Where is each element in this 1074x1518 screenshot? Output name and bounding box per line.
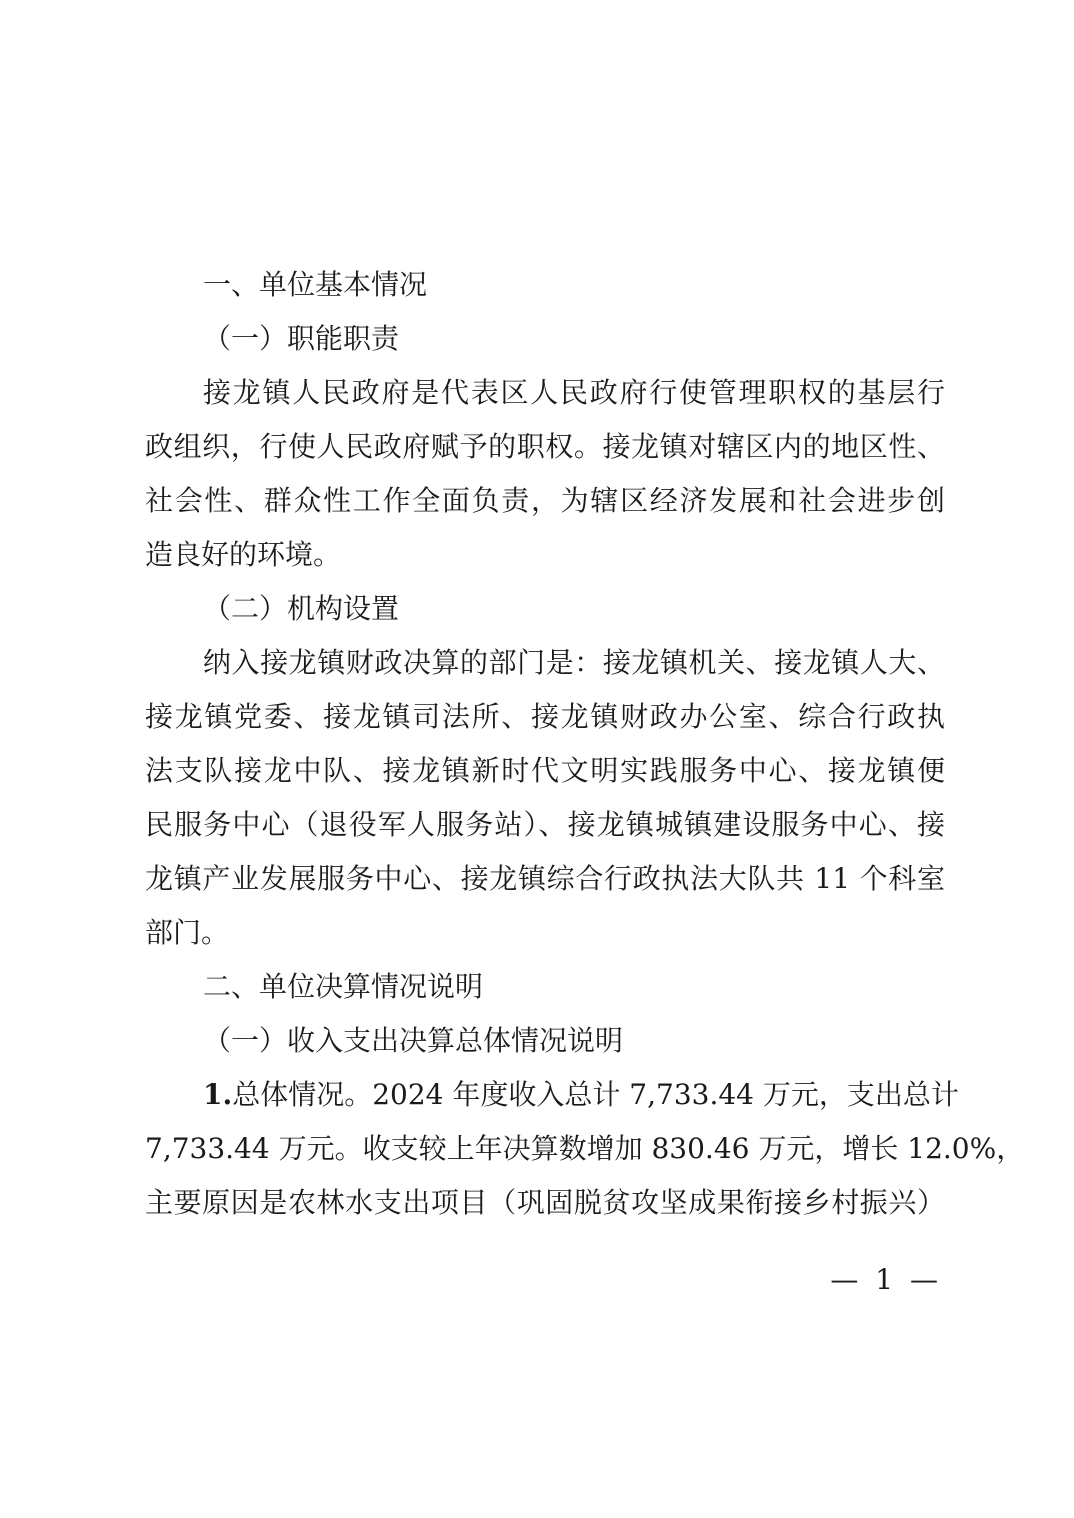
page-number: — 1 — [830, 1263, 942, 1296]
paragraph-text: 总体情况。2024 年度收入总计 7,733.44 万元，支出总计 [232, 1078, 959, 1111]
paragraph-line: 造良好的环境。 [145, 538, 342, 571]
document-body [145, 258, 1025, 1230]
paragraph-line: 7,733.44 万元。收支较上年决算数增加 830.46 万元，增长 12.0%， [145, 1132, 1025, 1165]
paragraph-line: 法支队接龙中队、接龙镇新时代文明实践服务中心、接龙镇便 [145, 754, 945, 787]
paragraph-line-first [145, 1068, 959, 1122]
section-heading-2: 二、单位决算情况说明 [203, 970, 484, 1003]
subsection-heading-2: （二）机构设置 [203, 592, 400, 625]
subsection-heading-3: （一）收入支出决算总体情况说明 [203, 1024, 624, 1057]
paragraph-line: 纳入接龙镇财政决算的部门是：接龙镇机关、接龙镇人大、 [203, 646, 945, 679]
paragraph-line: 接龙镇人民政府是代表区人民政府行使管理职权的基层行 [203, 376, 945, 409]
paragraph-line: 龙镇产业发展服务中心、接龙镇综合行政执法大队共 11 个科室 [145, 862, 945, 895]
item-number: 1. [203, 1078, 233, 1111]
paragraph-line: 接龙镇党委、接龙镇司法所、接龙镇财政办公室、综合行政执 [145, 700, 945, 733]
section-heading-1: 一、单位基本情况 [203, 268, 428, 301]
paragraph-line: 主要原因是农林水支出项目（巩固脱贫攻坚成果衔接乡村振兴） [145, 1186, 945, 1219]
paragraph-line: 民服务中心（退役军人服务站）、接龙镇城镇建设服务中心、接 [145, 808, 945, 841]
paragraph-line: 社会性、群众性工作全面负责，为辖区经济发展和社会进步创 [145, 484, 945, 517]
paragraph-line: 部门。 [145, 916, 230, 949]
paragraph-line: 政组织，行使人民政府赋予的职权。接龙镇对辖区内的地区性、 [145, 430, 945, 463]
subsection-heading-1: （一）职能职责 [203, 322, 400, 355]
